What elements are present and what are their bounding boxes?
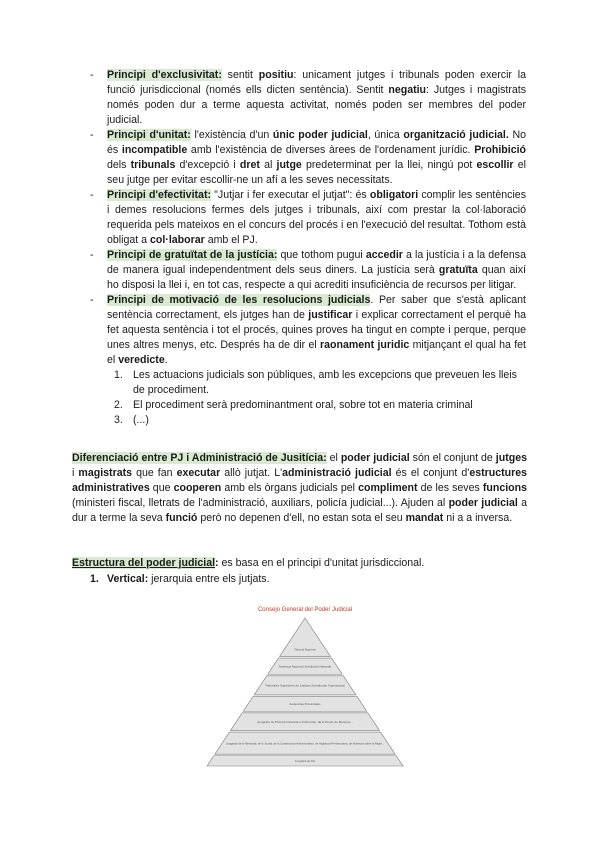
bold-term: estructures administratives <box>72 467 528 494</box>
bold-term: cooperen <box>173 482 222 494</box>
estructura-colon: : <box>215 557 219 569</box>
text-run: , única <box>367 129 404 141</box>
text-run: "Jutjar i fer executar el jutjat": és <box>211 189 370 201</box>
principle-text <box>107 69 526 126</box>
bold-term: funció <box>165 512 198 524</box>
bold-term: escollir <box>476 159 514 171</box>
pyramid-levels <box>207 618 403 766</box>
vertical-text: jerarquia entre els jutjats. <box>148 573 270 585</box>
text-run: al <box>259 159 277 171</box>
sublist-item <box>107 368 526 398</box>
pyramid-level-label: Tribunales Superiores de Justicia (Jurisdicción Autonómica) <box>265 684 334 688</box>
pyramid-level-label: Audiencia Nacional (Jurisdicción Nacional) <box>278 665 328 669</box>
pyramid-level-label: Juzgados de Paz <box>294 760 315 764</box>
text-run: que fan <box>132 467 177 479</box>
principle-text <box>107 189 526 246</box>
bold-term: jutges <box>495 452 527 464</box>
principle-text <box>107 249 526 291</box>
pyramid-level-label: Audiencias Provinciales <box>289 703 317 707</box>
principle-gratuitat <box>90 248 526 293</box>
text-run: allò jutjat. L' <box>220 467 283 479</box>
bold-term: accedir <box>365 249 403 261</box>
item-number: 2. <box>114 399 123 411</box>
text-run: amb l'existència de diverses àrees de l'ordenament jurídic. <box>187 144 475 156</box>
highlighted-heading: Principi de gratuïtat de la justícia: <box>107 249 278 261</box>
highlighted-heading: Principi d'unitat: <box>107 129 191 141</box>
principle-text <box>107 294 526 366</box>
text-run: dels <box>107 159 131 171</box>
text-run: . <box>164 354 168 366</box>
estructura-heading <box>72 556 527 571</box>
item-text: El procediment serà predominantment oral, sobre tot en materia criminal <box>133 399 473 411</box>
principle-efectivitat <box>90 188 526 248</box>
text-run: ni a a inversa. <box>443 512 513 524</box>
estructura-text: es basa en el principi d'unitat jurisdiccional. <box>218 557 425 569</box>
bold-term: veredicte <box>118 354 165 366</box>
bold-term: mandat <box>405 512 444 524</box>
bullet-dash: - <box>90 129 94 141</box>
bold-term: tribunals <box>130 159 176 171</box>
diferenciacio-text <box>72 452 527 524</box>
text-run: mitjançant el qual ha fet el <box>107 339 526 366</box>
bold-term: incompatible <box>121 144 188 156</box>
bold-term: executar <box>176 467 221 479</box>
bullet-dash: - <box>90 249 94 261</box>
item-number: 1. <box>114 369 123 381</box>
principle-text <box>107 129 526 186</box>
text-run: el <box>326 452 341 464</box>
text-run: i explicar correctament el perquè ha fet aquesta sentència i tot el procés, quines proves ha tingut en compte i perque, perque unes altres menys, etc. Després ha de dir el <box>107 309 526 351</box>
principles-list <box>90 68 526 428</box>
bold-term: dret <box>239 159 260 171</box>
pyramid-level-label: Tribunal Supremo <box>294 648 315 652</box>
text-run: quan així ho disposi la llei i, en tot cas, respecte a qui acrediti insuficiència de recursos per litigar. <box>107 264 526 291</box>
bold-term: justificar <box>308 309 353 321</box>
text-run: l'existència d'un <box>190 129 273 141</box>
principle-exclusivitat <box>90 68 526 128</box>
bold-term: poder judicial <box>448 497 518 509</box>
bold-term: administració judicial <box>282 467 392 479</box>
text-run: de les seves <box>417 482 483 494</box>
bold-term: col·laborar <box>150 234 205 246</box>
bullet-dash: - <box>90 189 94 201</box>
text-run: sentit <box>221 69 259 81</box>
text-run: complir les sentències i demes resolucions fermes dels jutges i tribunals, així com prestar la col·laboració requerida pels mateixos en el concurs del procés i en l'execució del resultat. Tothom està obligat a <box>107 189 526 246</box>
highlighted-heading: Principi de motivació de les resolucions judicials <box>107 294 371 306</box>
vertical-item <box>90 572 526 587</box>
bold-term: obligatori <box>369 189 419 201</box>
text-run: : Jutges i magistrats només poden dur a terme aquesta activitat, només poden ser membres del poder judicial. <box>107 84 526 126</box>
item-text: Les actuacions judicials son públiques, amb les excepcions que preveuen les lleis de procediment. <box>133 369 517 396</box>
text-run: però no depenen d'ell, no estan sota el seu <box>197 512 406 524</box>
bullet-dash: - <box>90 294 94 306</box>
bold-term: poder judicial <box>340 452 410 464</box>
motivation-sublist <box>107 368 526 428</box>
judicial-pyramid-figure <box>200 602 410 770</box>
highlighted-heading: Principi d'exclusivitat: <box>107 69 222 81</box>
text-run: són el conjunt de <box>409 452 496 464</box>
diferenciacio-paragraph <box>72 451 527 526</box>
text-run: (ministeri fiscal, lletrats de l'administració, auxiliars, policía judicial...). Ajuden al <box>72 497 449 509</box>
bold-term: compliment <box>358 482 418 494</box>
text-run: el seu jutge per evitar escollir-ne un afí a les seves necessitats. <box>107 159 526 186</box>
bold-term: organització judicial. <box>403 129 509 141</box>
bold-term: únic poder judicial <box>272 129 368 141</box>
bold-term: magistrats <box>78 467 133 479</box>
item-text: (...) <box>133 414 149 426</box>
bullet-dash: - <box>90 69 94 81</box>
pyramid-title: Consejo General del Poder Judicial <box>257 607 353 613</box>
bold-term: funcions <box>482 482 527 494</box>
text-run: a la justícia i a la defensa de manera igual independentment dels seus diners. La justícia serà <box>107 249 526 276</box>
bold-term: raonament juridic <box>320 339 410 351</box>
bold-term: Prohibició <box>474 144 526 156</box>
text-run: predeterminat per la llei, ningú pot <box>301 159 477 171</box>
pyramid-level-label: Juzgados de lo Mercantil, de lo Social, de lo Contencioso-Administrativo, de Vigilancia Penitenciaria, de Violencia sobre la Mujer... <box>225 742 376 746</box>
text-run: No és <box>107 129 526 156</box>
vertical-number: 1. <box>90 573 99 585</box>
text-run: a dur a terme la seva <box>72 497 527 524</box>
highlighted-heading: Principi d'efectivitat: <box>107 189 211 201</box>
sublist-item <box>107 413 526 428</box>
item-number: 3. <box>114 414 123 426</box>
text-run: que <box>149 482 174 494</box>
vertical-label: Vertical: <box>107 573 149 585</box>
highlighted-heading: Diferenciació entre PJ i Administració de Jusitícia: <box>72 452 327 464</box>
bold-term: jutge <box>276 159 302 171</box>
estructura-title: Estructura del poder judicial <box>72 557 216 569</box>
text-run: amb els òrgans judicials pel <box>221 482 359 494</box>
pyramid-level-label: Juzgados de Primera Instancia e Instrucción, de lo Penal, de Menores... <box>257 720 340 724</box>
bold-term: negatiu <box>388 84 427 96</box>
text-run: que tothom pugui <box>277 249 366 261</box>
bold-term: gratuïta <box>438 264 478 276</box>
text-run: i <box>72 467 79 479</box>
principle-unitat <box>90 128 526 188</box>
text-run: amb el PJ. <box>204 234 258 246</box>
text-run: . Per saber que s'està aplicant sentència correctament, els jutges han de <box>107 294 526 321</box>
bold-term: positiu <box>258 69 294 81</box>
principle-motivacio <box>90 293 526 428</box>
text-run: d'excepció i <box>175 159 240 171</box>
sublist-item <box>107 398 526 413</box>
text-run: és el conjunt d' <box>391 467 470 479</box>
text-run: : unicament jutges i tribunals poden exercir la funció jurisdiccional (només ells dicten sentència). Sentit <box>107 69 526 96</box>
